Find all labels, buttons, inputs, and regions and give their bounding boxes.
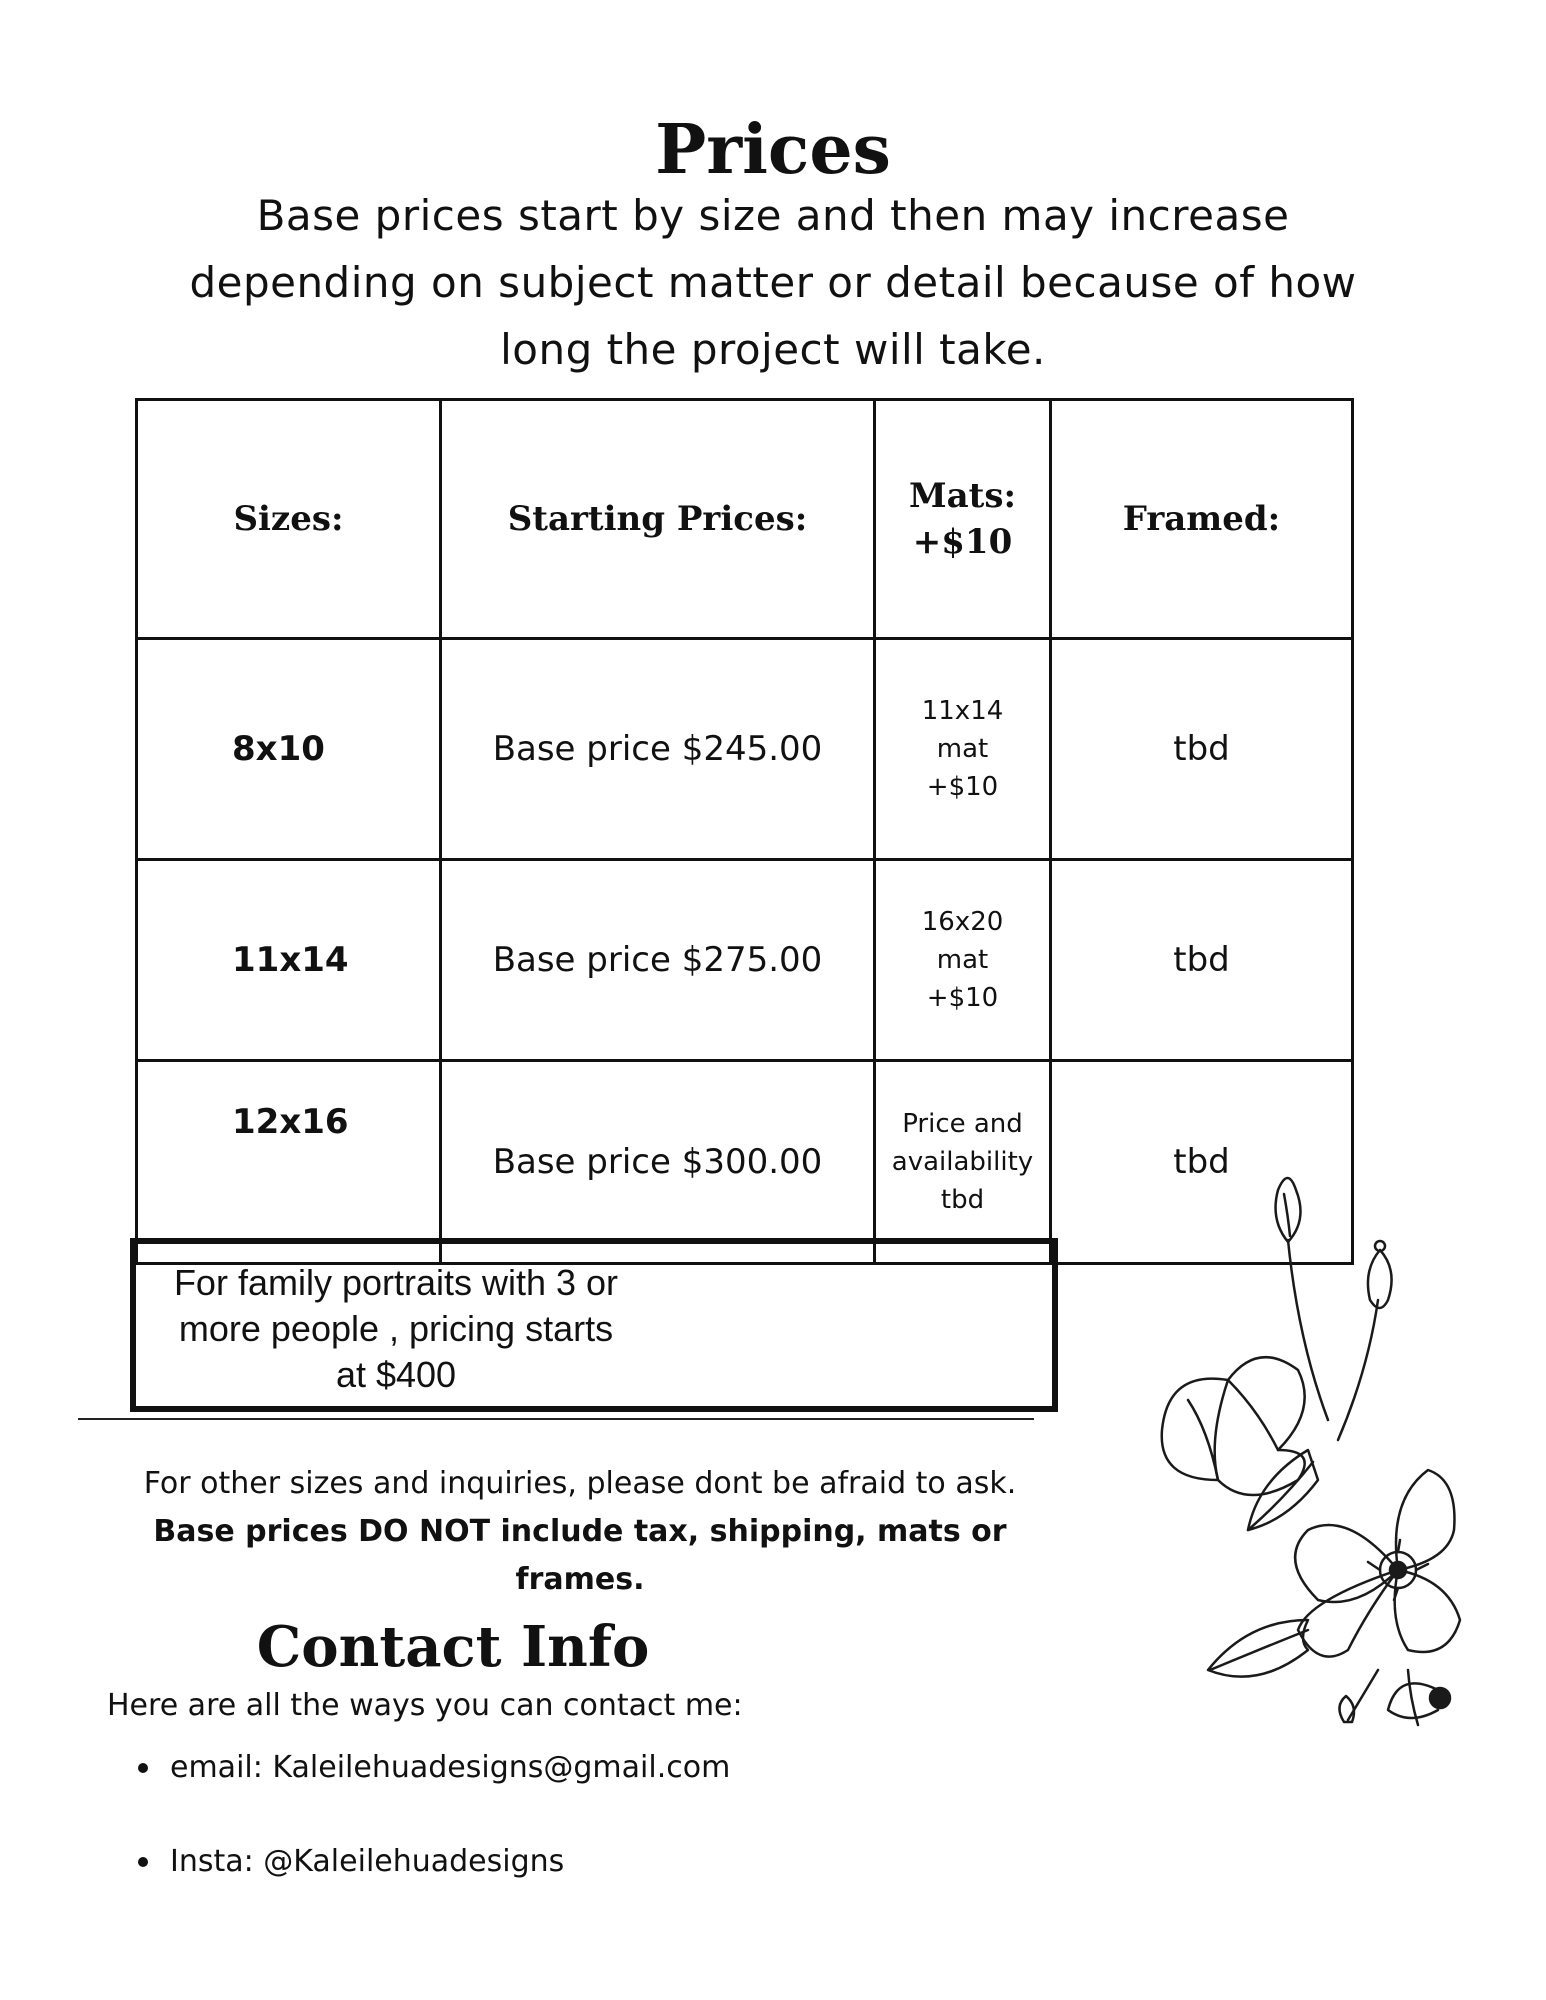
- framed-cell: tbd: [1051, 860, 1353, 1061]
- mat-line: mat: [936, 945, 989, 975]
- table-row: [137, 639, 1353, 860]
- framed-cell: tbd: [1051, 639, 1353, 860]
- header-mats-price: +$10: [912, 522, 1013, 562]
- table-row: [137, 860, 1353, 1061]
- contact-email-text[interactable]: email: Kaleilehuadesigns@gmail.com: [170, 1750, 731, 1785]
- contact-intro: Here are all the ways you can contact me:: [107, 1688, 743, 1723]
- size-cell: 12x16: [137, 1061, 441, 1264]
- intro-text: Base prices start by size and then may increase depending on subject matter or detail because of how long the project will take.: [189, 191, 1357, 374]
- page-title: Prices: [655, 110, 891, 190]
- family-portrait-text: For family portraits with 3 or more people , pricing starts at $400: [173, 1262, 619, 1395]
- inquiry-note: For other sizes and inquiries, please dont be afraid to ask.: [143, 1466, 1017, 1501]
- contact-title: Contact Info: [256, 1614, 650, 1680]
- header-mats-label: Mats:: [908, 476, 1017, 516]
- mat-line: availability: [891, 1147, 1034, 1177]
- header-sizes: Sizes:: [137, 400, 441, 639]
- contact-list: [130, 1748, 730, 1882]
- size-cell: 8x10: [137, 639, 441, 860]
- pricing-disclaimer: Base prices DO NOT include tax, shipping, mats or frames.: [153, 1514, 1007, 1597]
- mat-line: +$10: [926, 983, 999, 1013]
- mat-line: mat: [936, 734, 989, 764]
- contact-instagram-text[interactable]: Insta: @Kaleilehuadesigns: [170, 1844, 565, 1879]
- size-cell: 11x14: [137, 860, 441, 1061]
- table-header-row: [137, 400, 1353, 639]
- mat-line: tbd: [940, 1185, 985, 1215]
- framed-cell: tbd: [1051, 1061, 1353, 1264]
- price-cell: Base price $245.00: [441, 639, 875, 860]
- mat-cell: [875, 639, 1051, 860]
- contact-email[interactable]: [130, 1748, 730, 1788]
- mat-line: 16x20: [921, 907, 1004, 937]
- family-portrait-box: [130, 1238, 1058, 1412]
- mat-cell: [875, 860, 1051, 1061]
- mat-line: 11x14: [921, 696, 1004, 726]
- header-mats: [875, 400, 1051, 639]
- floral-line-art-icon: [1148, 1150, 1468, 1730]
- contact-instagram[interactable]: [130, 1842, 730, 1882]
- price-table: [135, 398, 1354, 1265]
- mat-cell: [875, 1061, 1051, 1264]
- price-cell: Base price $300.00: [441, 1061, 875, 1264]
- mat-line: +$10: [926, 772, 999, 802]
- header-framed: Framed:: [1051, 400, 1353, 639]
- bullet-icon: [138, 1857, 148, 1867]
- header-starting-prices: Starting Prices:: [441, 400, 875, 639]
- divider: [78, 1418, 1034, 1420]
- mat-line: Price and: [902, 1109, 1023, 1139]
- bullet-icon: [138, 1763, 148, 1773]
- price-cell: Base price $275.00: [441, 860, 875, 1061]
